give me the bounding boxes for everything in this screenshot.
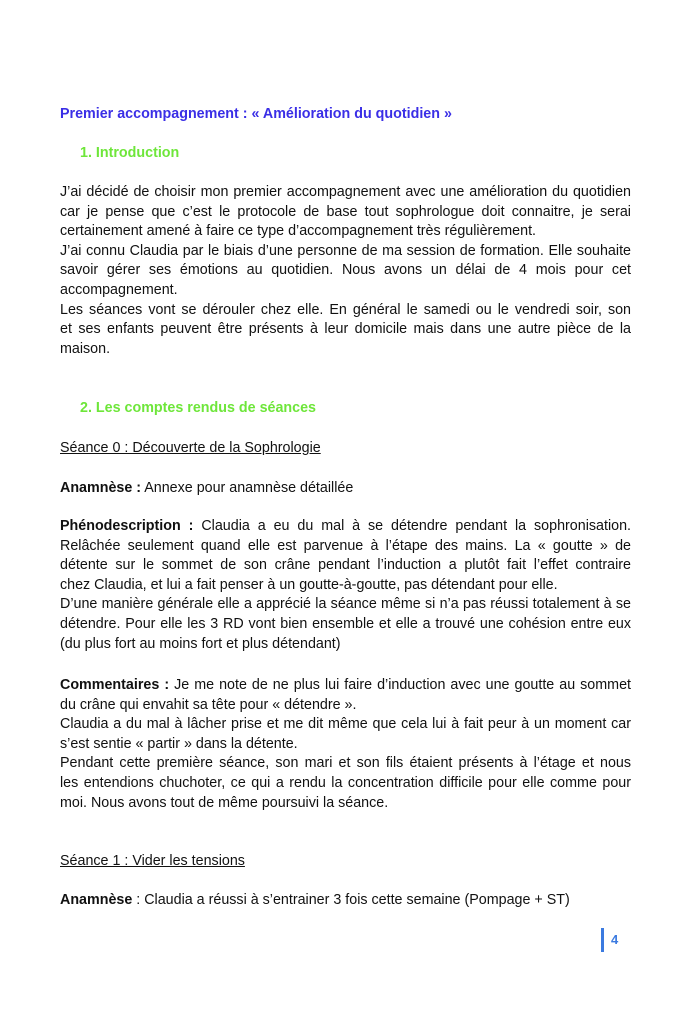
text-line: et ses enfants peuvent être présents à leur domicile mais dans une autre pièce de la [60,321,631,338]
text-line: J’ai décidé de choisir mon premier accompagnement avec une amélioration du quotidien [60,184,631,200]
anamnese-text: Annexe pour anamnèse détaillée [141,480,354,496]
text-line: J’ai connu Claudia par le biais d’une personne de ma session de formation. Elle souhaite [60,242,631,259]
text-line: D’une manière générale elle a apprécié la séance même si n’a pas réussi totalement à se [60,596,631,613]
seance0-heading: Séance 0 : Découverte de la Sophrologie [60,440,321,456]
seance0-phenodescription [60,517,631,654]
paragraph-label: Commentaires : [60,677,170,693]
text-line: maison. [60,340,111,357]
text-line: Relâchée seulement quand elle est parvenue à l’étape des mains. La « goutte » de [60,537,631,554]
seance0-commentaires [60,676,631,813]
seance0-anamnese [60,479,631,499]
page-title: Premier accompagnement : « Amélioration du quotidien » [60,106,452,122]
text-line: savoir gérer ses émotions au quotidien. Nous avons un délai de 4 mois pour cet [60,262,631,279]
anamnese-text: : Claudia a réussi à s’entrainer 3 fois cette semaine (Pompage + ST) [132,892,570,908]
text-line: s’est sentie « partir » dans la détente. [60,735,298,752]
paragraph-text: Je me note de ne plus lui faire d’induction avec une goutte au sommet [169,677,631,693]
text-line: du crâne qui envahit sa tête pour « détendre ». [60,696,357,713]
text-line: les entendions chuchoter, ce qui a rendu la concentration difficile pour elle comme pour [60,774,631,791]
text-line: accompagnement. [60,281,178,298]
text-line: moi. Nous avons tout de même poursuivi la séance. [60,794,389,811]
seance1-heading: Séance 1 : Vider les tensions [60,853,245,869]
section-heading-introduction: 1. Introduction [80,145,180,161]
text-line: Pendant cette première séance, son mari et son fils étaient présents à l’étage et nous [60,755,631,772]
text-line: car je pense que c’est le protocole de base tout sophrologue doit connaitre, je serai [60,203,631,220]
page-number: 4 [601,928,618,952]
text-line: Les séances vont se dérouler chez elle. En général le samedi ou le vendredi soir, son [60,301,631,318]
text-line [60,517,631,537]
seance1-anamnese [60,891,631,911]
intro-paragraph [60,183,631,359]
paragraph-text: Claudia a eu du mal à se détendre pendant la sophronisation. [193,518,631,534]
text-line: détente sur le sommet de son crâne pendant l’induction a plutôt fait l’effet contraire [60,557,631,574]
paragraph-label: Phénodescription : [60,518,194,534]
section-heading-comptes-rendus: 2. Les comptes rendus de séances [80,400,317,416]
text-line: détendre. Pour elle les 3 RD vont bien ensemble et elle a trouvé une cohésion entre eux [60,615,631,632]
anamnese-label: Anamnèse [60,892,133,908]
text-line [60,676,631,696]
text-line: certainement amené à faire ce type d’accompagnement très régulièrement. [60,223,537,240]
text-line: Claudia a du mal à lâcher prise et me dit même que cela lui à fait peur à un moment car [60,716,631,733]
anamnese-label: Anamnèse : [60,480,142,496]
text-line: (du plus fort au moins fort et plus détendant) [60,635,341,652]
text-line: chez Claudia, et lui a fait penser à un goutte-à-goutte, pas détendant pour elle. [60,576,558,593]
